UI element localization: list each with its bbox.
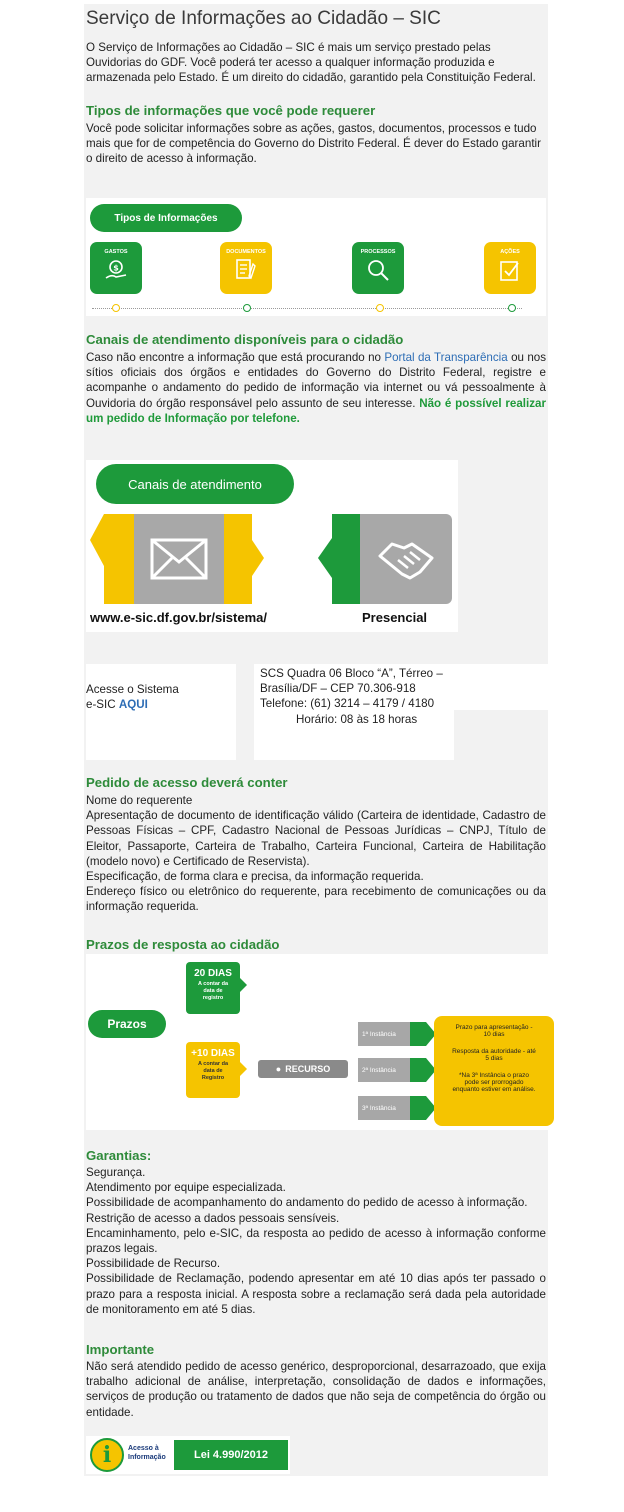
canais-banner: Canais de atendimento: [96, 464, 294, 504]
timeline-line: [92, 308, 522, 309]
esic-url[interactable]: www.e-sic.df.gov.br/sistema/: [90, 610, 267, 625]
garantias-list: Segurança. Atendimento por equipe especializada. Possibilidade de acompanhamento do andamento do pedido de acesso à informação. Restrição de acesso a dados pessoais sensíveis. Encaminhamento, pelo e-SIC, da resposta ao pedido de acesso à informação conforme prazos legais. Possibilidade de Recurso. Possibilidade de Reclamação, podendo apresentar em até 10 dias após ter passado o prazo para a resposta inicial. A resposta sobre a reclamação será dada pela autoridade de monitoramento em até 5 dias.: [86, 1166, 546, 1316]
law-badge: Lei 4.990/2012: [174, 1440, 288, 1470]
canais-heading: Canais de atendimento disponíveis para o cidadão: [86, 332, 404, 347]
recurso-label: ● RECURSO: [258, 1060, 348, 1078]
prazos-infographic: [86, 954, 556, 1130]
document-pen-icon: [234, 258, 258, 282]
tile-gastos: GASTOS $: [90, 242, 142, 294]
tipos-text: Você pode solicitar informações sobre as ações, gastos, documentos, processos e tudo mais que for de competência do Governo do Distrito Federal. É dever do Estado garantir o direito de acesso à informação.: [86, 122, 541, 166]
prazos-pill: Prazos: [88, 1010, 166, 1038]
address-text: SCS Quadra 06 Bloco “A”, Térreo – Brasília/DF – CEP 70.306-918 Telefone: (61) 3214 – 4179 / 4180 Horário: 08 às 18 horas: [260, 667, 443, 726]
portal-transparencia-link[interactable]: Portal da Transparência: [384, 351, 508, 364]
handshake-icon: [376, 534, 436, 584]
info-icon: i: [90, 1438, 124, 1472]
canais-text: Caso não encontre a informação que está procurando no Portal da Transparência ou nos sítios oficiais dos órgãos e entidades do Governo do Distrito Federal, registre e acompanhe o andamento do pedido de informação via internet ou vá pessoalmente à Ouvidoria do órgão responsável pelo assunto de seu interesse. Não é possível realizar um pedido de Informação por telefone.: [86, 351, 547, 425]
prazos-notes: Prazo para apresentação - 10 dias Resposta da autoridade - até 5 dias *Na 3ª Instância o prazo pode ser prorrogado enquanto estiver em análise.: [434, 1016, 554, 1126]
garantias-heading: Garantias:: [86, 1148, 152, 1163]
importante-heading: Importante: [86, 1342, 155, 1357]
instancia-1: 1ª Instância: [358, 1022, 410, 1046]
svg-text:$: $: [113, 263, 119, 273]
box-10-dias: +10 DIAS A contar da data de Registro: [186, 1042, 240, 1098]
page-title: Serviço de Informações ao Cidadão – SIC: [86, 8, 441, 29]
tipos-infographic: [86, 198, 546, 316]
acesso-text: Acesse o Sistema e-SIC AQUI: [86, 683, 179, 712]
acesso-informacao-logo: i Acesso à Informação Lei 4.990/2012: [86, 1436, 290, 1474]
tile-documentos: DOCUMENTOS: [220, 242, 272, 294]
email-card: [134, 514, 224, 604]
magnifier-icon: [366, 258, 390, 282]
box-20-dias: 20 DIAS A contar da data de registro: [186, 962, 240, 1014]
importante-text: Não será atendido pedido de acesso genérico, desproporcional, desarrazoado, que exija trabalho adicional de análise, interpretação, consolidação de dados e informações, serviços de produção ou tratamento de dados que não seja de competência do órgão ou entidade.: [86, 1360, 546, 1419]
prazos-heading: Prazos de resposta ao cidadão: [86, 937, 280, 952]
canais-infographic: [86, 460, 458, 632]
pedido-list: Nome do requerente Apresentação de documento de identificação válido (Carteira de identidade, Cadastro de Pessoas Físicas – CPF, Cadastro Nacional de Pessoas Jurídicas – CNPJ, Título de Eleitor, Passaporte, Carteira de Trabalho, Carteira Funcional, Carteira de Habilitação (modelo novo) e Certificado de Reservista). Especificação, de forma clara e precisa, da informação requerida. Endereço físico ou eletrônico do requerente, para recebimento de comunicações ou da informação requerida.: [86, 794, 546, 914]
tipos-heading: Tipos de informações que você pode requerer: [86, 103, 376, 118]
envelope-icon: [150, 538, 208, 580]
esic-aqui-link[interactable]: AQUI: [118, 698, 148, 712]
presencial-card: [360, 514, 452, 604]
instancia-3: 3ª Instância: [358, 1096, 410, 1120]
intro-text: O Serviço de Informações ao Cidadão – SIC é mais um serviço prestado pelas Ouvidorias do GDF. Você poderá ter acesso a qualquer informação produzida e armazenada pelo Estado. É um direito do cidadão, garantido pela Constituição Federal.: [86, 41, 536, 85]
presencial-label: Presencial: [362, 610, 428, 625]
money-hand-icon: [104, 258, 128, 282]
tile-acoes: AÇÕES: [484, 242, 536, 294]
checkbox-icon: [498, 258, 522, 282]
instancia-2: 2ª Instância: [358, 1058, 410, 1082]
tipos-banner: Tipos de Informações: [90, 204, 242, 232]
tile-processos: PROCESSOS: [352, 242, 404, 294]
pedido-heading: Pedido de acesso deverá conter: [86, 775, 288, 790]
